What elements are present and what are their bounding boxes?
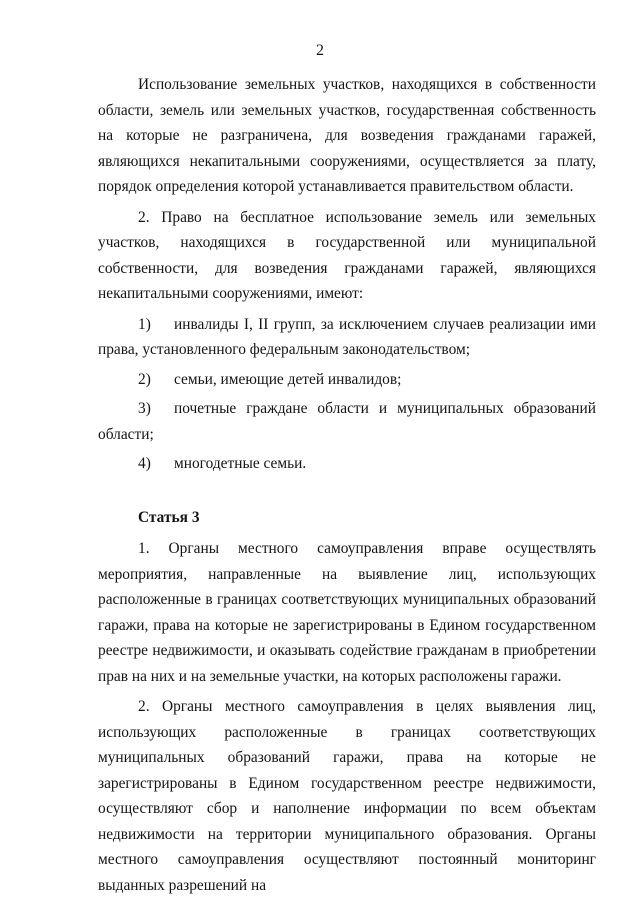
article-heading: Статья 3 (138, 508, 200, 526)
paragraph-free-use-right: 2. Право на бесплатное использование земель или земельных участков, находящихся в государственной или муниципальной собственности, для возведения гражданами гаражей, являющихся некапитальными сооружениями, имеют: (98, 208, 596, 302)
list-item-number: 4) (138, 455, 151, 472)
page-number: 2 (316, 42, 324, 59)
article-paragraph: 2. Органы местного самоуправления в целях выявления лиц, использующих расположенные в границах соответствующих муниципальных образований гаражи, права на которые не зарегистрированы в Едином государственном реестре недвижимости, осуществляют сбор и наполнение информации по всем объектам недвижимости на территории муниципального образования. Органы местного самоуправления осуществляют постоянный мониторинг выданных разрешений на (98, 698, 596, 894)
list-item-text: почетные граждане области и муниципальных образований области; (98, 400, 596, 443)
list-item-number: 1) (138, 315, 151, 333)
list-item (98, 312, 596, 363)
list-item-number: 3) (138, 400, 151, 417)
list-item (98, 396, 596, 447)
article-paragraph: 1. Органы местного самоуправления вправе осуществлять мероприятия, направленные на выявление лиц, использующих расположенные в границах соответствующих муниципальных образований гаражи, права на которые не зарегистрированы в Едином государственном реестре недвижимости, и оказывать содействие гражданам в приобретении прав на них и на земельные участки, на которых расположены гаражи. (98, 540, 596, 685)
document-body (98, 72, 596, 903)
list-item-number: 2) (138, 370, 151, 388)
list-item-text: инвалиды I, II групп, за исключением случаев реализации ими права, установленного федеральным законодательством; (98, 315, 596, 358)
list-item-text: семьи, имеющие детей инвалидов; (174, 370, 402, 388)
list-item-text: многодетные семьи. (174, 455, 307, 472)
list-item (98, 451, 596, 477)
list-item (98, 367, 596, 393)
paragraph-land-use-fee: Использование земельных участков, находящихся в собственности области, земель или земельных участков, государственная собственность на которые не разграничена, для возведения гражданами гаражей, являющихся некапитальными сооружениями, осуществляется за плату, порядок определения которой устанавливается правительством области. (98, 76, 596, 195)
